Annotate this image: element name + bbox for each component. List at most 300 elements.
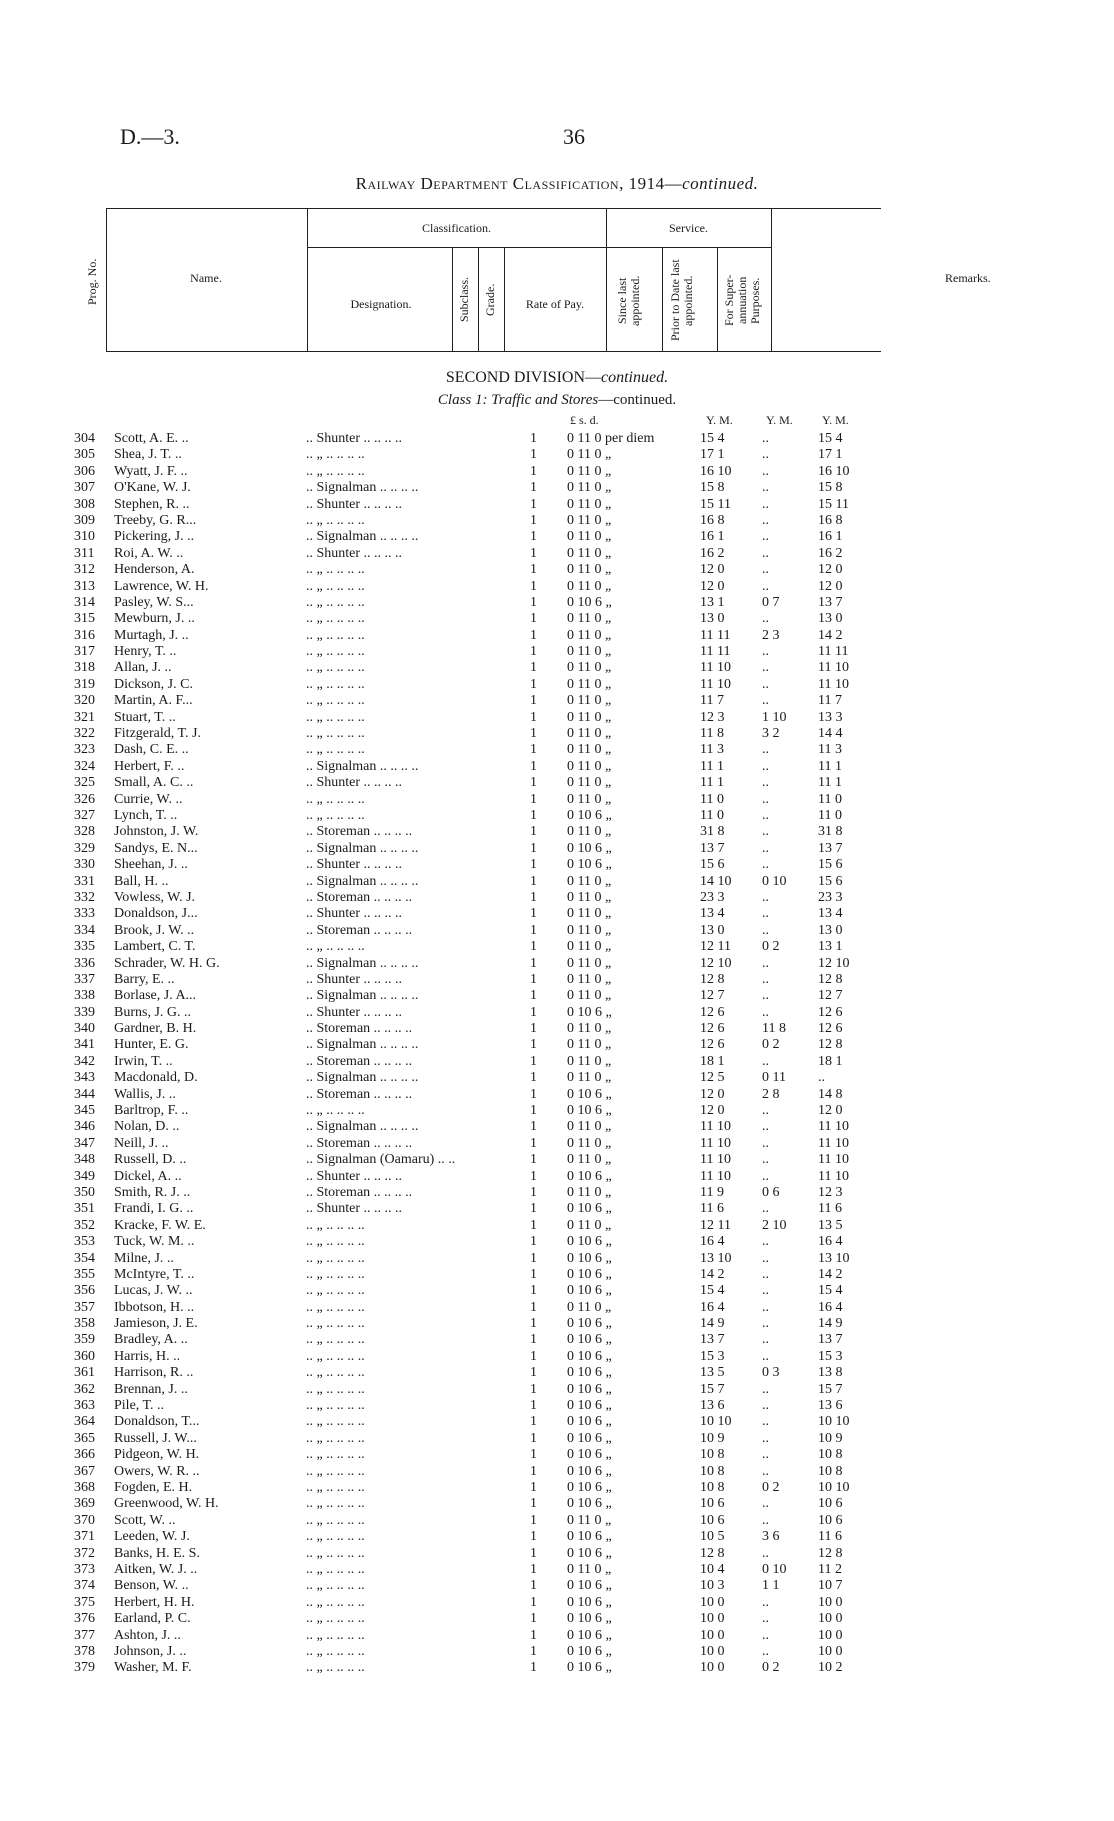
name-cell: Macdonald, D.: [114, 1070, 198, 1086]
table-row: [0, 1283, 1114, 1299]
grade-cell: 1: [530, 775, 537, 791]
rate-of-pay-cell: 0 10 6 „: [567, 1529, 612, 1545]
name-cell: Dickel, A. ..: [114, 1168, 182, 1184]
prior-cell: 11 8: [762, 1021, 786, 1037]
table-row: [0, 1496, 1114, 1512]
designation-cell: .. „ .. .. .. ..: [306, 1316, 365, 1332]
since-last-cell: 10 3: [700, 1578, 725, 1594]
designation-cell: .. Storeman .. .. .. ..: [306, 889, 413, 905]
grade-cell: 1: [530, 1660, 537, 1676]
rate-of-pay-cell: 0 10 6 „: [567, 1332, 612, 1348]
rate-of-pay-cell: 0 10 6 „: [567, 807, 612, 823]
designation-cell: .. „ .. .. .. ..: [306, 1578, 365, 1594]
superannuation-cell: 11 10: [818, 1152, 849, 1168]
designation-cell: .. „ .. .. .. ..: [306, 512, 365, 528]
superannuation-cell: 14 9: [818, 1316, 843, 1332]
rate-of-pay-cell: 0 11 0 „: [567, 644, 612, 660]
page-title: [0, 174, 1114, 194]
name-cell: Scott, W. ..: [114, 1512, 176, 1528]
designation-cell: .. „ .. .. .. ..: [306, 1594, 365, 1610]
since-last-cell: 11 10: [700, 660, 731, 676]
rate-of-pay-cell: 0 10 6 „: [567, 1266, 612, 1282]
prior-cell: 0 11: [762, 1070, 786, 1086]
rate-of-pay-cell: 0 11 0 „: [567, 1037, 612, 1053]
since-last-cell: 12 0: [700, 1103, 725, 1119]
grade-cell: 1: [530, 1643, 537, 1659]
name-cell: Henderson, A.: [114, 562, 195, 578]
superannuation-cell: 10 0: [818, 1627, 843, 1643]
grade-cell: 1: [530, 1004, 537, 1020]
table-row: [0, 562, 1114, 578]
superannuation-cell: 12 6: [818, 1004, 843, 1020]
superannuation-cell: 16 2: [818, 545, 843, 561]
prior-cell: ..: [762, 824, 769, 840]
name-cell: Fogden, E. H.: [114, 1480, 193, 1495]
grade-cell: 1: [530, 1430, 537, 1446]
class-label: Class 1: Traffic and Stores: [437, 392, 599, 408]
table-row: [0, 1136, 1114, 1152]
grade-cell: 1: [530, 512, 537, 528]
table-row: [0, 1398, 1114, 1414]
superannuation-cell: 14 4: [818, 726, 843, 742]
since-last-cell: 13 0: [700, 922, 725, 938]
designation-cell: .. Shunter .. .. .. ..: [306, 496, 403, 512]
superannuation-cell: 13 6: [818, 1398, 843, 1414]
superannuation-cell: 16 4: [818, 1299, 843, 1315]
designation-cell: .. „ .. .. .. ..: [306, 1381, 365, 1397]
prog-no-cell: 379: [74, 1660, 95, 1676]
designation-cell: .. „ .. .. .. ..: [306, 726, 365, 742]
name-cell: Donaldson, T...: [114, 1414, 200, 1430]
since-last-cell: 10 8: [700, 1463, 725, 1479]
grade-cell: 1: [530, 611, 537, 627]
prog-no-cell: 308: [74, 496, 95, 512]
header-service: Service.: [669, 221, 708, 235]
table-row: [0, 628, 1114, 644]
prior-cell: 2 10: [762, 1217, 787, 1233]
grade-cell: 1: [530, 693, 537, 709]
designation-cell: .. „ .. .. .. ..: [306, 644, 365, 660]
since-last-cell: 15 7: [700, 1381, 725, 1397]
since-last-cell: 16 8: [700, 512, 725, 528]
section-title-main: SECOND DIVISION—: [445, 369, 601, 386]
table-row: [0, 693, 1114, 709]
table-row: [0, 1578, 1114, 1594]
name-cell: Lawrence, W. H.: [114, 578, 209, 594]
designation-cell: .. „ .. .. .. ..: [306, 939, 365, 955]
header-subclass: Subclass.: [457, 277, 471, 322]
grade-cell: 1: [530, 1529, 537, 1545]
designation-cell: .. „ .. .. .. ..: [306, 578, 365, 594]
since-last-cell: 18 1: [700, 1053, 725, 1069]
superannuation-cell: 11 7: [818, 693, 842, 709]
prog-no-cell: 307: [74, 480, 95, 496]
superannuation-cell: 15 7: [818, 1381, 843, 1397]
table-row: [0, 1054, 1114, 1070]
since-last-cell: 11 6: [700, 1201, 724, 1217]
rate-of-pay-cell: 0 10 6 „: [567, 1660, 612, 1676]
prior-cell: ..: [762, 955, 769, 971]
rate-of-pay-cell: 0 11 0 „: [567, 611, 612, 627]
superannuation-cell: 11 2: [818, 1561, 842, 1577]
name-cell: Harris, H. ..: [114, 1348, 181, 1364]
grade-cell: 1: [530, 660, 537, 676]
rate-of-pay-cell: 0 10 6 „: [567, 1414, 612, 1430]
superannuation-cell: 16 8: [818, 512, 843, 528]
superannuation-cell: 13 10: [818, 1250, 850, 1266]
table-row: [0, 1595, 1114, 1611]
table-row: [0, 710, 1114, 726]
prior-cell: 2 8: [762, 1086, 780, 1102]
prog-no-cell: 304: [74, 431, 95, 446]
prog-no-cell: 311: [74, 545, 95, 561]
rate-of-pay-cell: 0 11 0 „: [567, 709, 612, 725]
since-last-cell: 11 10: [700, 1168, 731, 1184]
grade-cell: 1: [530, 594, 537, 610]
rate-of-pay-cell: 0 11 0 „: [567, 529, 612, 545]
superannuation-cell: 13 7: [818, 594, 843, 610]
since-last-cell: 14 10: [700, 873, 732, 889]
section-title-continued: continued.: [601, 369, 669, 386]
prior-cell: ..: [762, 1545, 769, 1561]
prior-cell: ..: [762, 693, 769, 709]
prog-no-cell: 374: [74, 1578, 95, 1594]
prog-no-cell: 305: [74, 447, 95, 463]
superannuation-cell: 17 1: [818, 447, 843, 463]
name-cell: Ashton, J. ..: [114, 1627, 181, 1643]
prior-cell: ..: [762, 496, 769, 512]
name-cell: Ibbotson, H. ..: [114, 1299, 195, 1315]
superannuation-cell: 11 10: [818, 676, 849, 692]
designation-cell: .. Signalman (Oamaru) .. ..: [306, 1152, 456, 1168]
designation-cell: .. „ .. .. .. ..: [306, 562, 365, 578]
table-row: [0, 1628, 1114, 1644]
since-last-cell: 10 10: [700, 1414, 732, 1430]
superannuation-cell: 13 7: [818, 1332, 843, 1348]
rate-of-pay-cell: 0 11 0 „: [567, 660, 612, 676]
designation-cell: .. „ .. .. .. ..: [306, 447, 365, 463]
since-last-cell: 31 8: [700, 824, 725, 840]
superannuation-cell: 13 7: [818, 840, 843, 856]
designation-cell: .. „ .. .. .. ..: [306, 1348, 365, 1364]
prior-cell: ..: [762, 463, 769, 479]
name-cell: Schrader, W. H. G.: [114, 955, 220, 971]
grade-cell: 1: [530, 1512, 537, 1528]
prior-cell: ..: [762, 1053, 769, 1069]
header-rule: [307, 247, 771, 248]
prog-no-cell: 333: [74, 906, 95, 922]
rate-of-pay-cell: 0 11 0 „: [567, 775, 612, 791]
designation-cell: .. „ .. .. .. ..: [306, 1627, 365, 1643]
prog-no-cell: 323: [74, 742, 95, 758]
grade-cell: 1: [530, 1266, 537, 1282]
unit-since: Y. M.: [706, 413, 733, 427]
prog-no-cell: 331: [74, 873, 95, 889]
rate-of-pay-cell: 0 11 0 per diem: [567, 431, 655, 446]
prog-no-cell: 367: [74, 1463, 95, 1479]
rate-of-pay-cell: 0 10 6 „: [567, 857, 612, 873]
superannuation-cell: 11 6: [818, 1529, 842, 1545]
designation-cell: .. „ .. .. .. ..: [306, 1480, 365, 1495]
name-cell: Washer, M. F.: [114, 1660, 192, 1676]
prior-cell: ..: [762, 1316, 769, 1332]
name-cell: Benson, W. ..: [114, 1578, 189, 1594]
name-cell: Sandys, E. N...: [114, 840, 198, 856]
table-row: [0, 480, 1114, 496]
prog-no-cell: 370: [74, 1512, 95, 1528]
superannuation-cell: 15 8: [818, 480, 843, 496]
header-rule: [478, 247, 479, 351]
unit-super: Y. M.: [822, 413, 849, 427]
designation-cell: .. „ .. .. .. ..: [306, 1561, 365, 1577]
rate-of-pay-cell: 0 11 0 „: [567, 1119, 612, 1135]
table-row: [0, 775, 1114, 791]
table-row: [0, 1447, 1114, 1463]
name-cell: Banks, H. E. S.: [114, 1545, 200, 1561]
name-cell: Kracke, F. W. E.: [114, 1217, 206, 1233]
superannuation-cell: 16 10: [818, 463, 850, 479]
rate-of-pay-cell: 0 11 0 „: [567, 496, 612, 512]
name-cell: Neill, J. ..: [114, 1135, 169, 1151]
name-cell: Lambert, C. T.: [114, 939, 196, 955]
prog-no-cell: 347: [74, 1135, 95, 1151]
table-row: [0, 841, 1114, 857]
rate-of-pay-cell: 0 10 6 „: [567, 1463, 612, 1479]
designation-cell: .. Storeman .. .. .. ..: [306, 1184, 413, 1200]
grade-cell: 1: [530, 791, 537, 807]
grade-cell: 1: [530, 742, 537, 758]
table-row: [0, 1021, 1114, 1037]
prior-cell: ..: [762, 1332, 769, 1348]
designation-cell: .. „ .. .. .. ..: [306, 1250, 365, 1266]
prog-no-cell: 320: [74, 693, 95, 709]
rate-of-pay-cell: 0 10 6 „: [567, 1611, 612, 1627]
prior-cell: 0 2: [762, 1480, 780, 1495]
name-cell: Nolan, D. ..: [114, 1119, 180, 1135]
rate-of-pay-cell: 0 10 6 „: [567, 1480, 612, 1495]
table-row: [0, 972, 1114, 988]
table-row: [0, 595, 1114, 611]
prog-no-cell: 357: [74, 1299, 95, 1315]
rate-of-pay-cell: 0 11 0 „: [567, 988, 612, 1004]
name-cell: Ball, H. ..: [114, 873, 169, 889]
header-prior-to-date: Prior to Date last appointed.: [668, 259, 695, 342]
prog-no-cell: 340: [74, 1021, 95, 1037]
name-cell: Johnston, J. W.: [114, 824, 199, 840]
table-row: [0, 923, 1114, 939]
grade-cell: 1: [530, 562, 537, 578]
since-last-cell: 15 4: [700, 1283, 725, 1299]
prog-no-cell: 314: [74, 594, 95, 610]
name-cell: Earland, P. C.: [114, 1611, 191, 1627]
rate-of-pay-cell: 0 11 0 „: [567, 562, 612, 578]
name-cell: Small, A. C. ..: [114, 775, 194, 791]
name-cell: Irwin, T. ..: [114, 1053, 173, 1069]
prior-cell: ..: [762, 742, 769, 758]
prior-cell: ..: [762, 1283, 769, 1299]
table-row: [0, 1546, 1114, 1562]
table-row: [0, 644, 1114, 660]
superannuation-cell: 12 6: [818, 1021, 843, 1037]
superannuation-cell: 11 10: [818, 1119, 849, 1135]
superannuation-cell: 12 0: [818, 1103, 843, 1119]
prog-no-cell: 327: [74, 807, 95, 823]
header-prog-no: Prog. No.: [85, 258, 99, 305]
name-cell: Wyatt, J. F. ..: [114, 463, 188, 479]
rate-of-pay-cell: 0 10 6 „: [567, 1234, 612, 1250]
table-row: [0, 906, 1114, 922]
header-grade: Grade.: [483, 283, 497, 316]
grade-cell: 1: [530, 726, 537, 742]
prog-no-cell: 366: [74, 1447, 95, 1463]
name-cell: Pickering, J. ..: [114, 529, 195, 545]
prior-cell: ..: [762, 1398, 769, 1414]
prior-cell: 3 6: [762, 1529, 780, 1545]
name-cell: Henry, T. ..: [114, 644, 177, 660]
prog-no-cell: 358: [74, 1316, 95, 1332]
since-last-cell: 11 11: [700, 644, 731, 660]
grade-cell: 1: [530, 758, 537, 774]
rate-of-pay-cell: 0 10 6 „: [567, 1348, 612, 1364]
table-row: [0, 1185, 1114, 1201]
prog-no-cell: 378: [74, 1643, 95, 1659]
superannuation-cell: 13 8: [818, 1365, 843, 1381]
prog-no-cell: 342: [74, 1053, 95, 1069]
prog-no-cell: 306: [74, 463, 95, 479]
grade-cell: 1: [530, 857, 537, 873]
name-cell: Lynch, T. ..: [114, 807, 178, 823]
table-row: [0, 1037, 1114, 1053]
since-last-cell: 12 0: [700, 562, 725, 578]
rate-of-pay-cell: 0 11 0 „: [567, 971, 612, 987]
unit-prior: Y. M.: [766, 413, 793, 427]
prior-cell: ..: [762, 988, 769, 1004]
since-last-cell: 15 6: [700, 857, 725, 873]
unit-pay: £ s. d.: [570, 413, 599, 427]
subsection-title: [0, 392, 1114, 409]
grade-cell: 1: [530, 1594, 537, 1610]
prog-no-cell: 344: [74, 1086, 95, 1102]
table-row: [0, 1480, 1114, 1496]
prior-cell: ..: [762, 807, 769, 823]
prior-cell: ..: [762, 1168, 769, 1184]
designation-cell: .. Shunter .. .. .. ..: [306, 906, 403, 922]
name-cell: Burns, J. G. ..: [114, 1004, 192, 1020]
grade-cell: 1: [530, 1463, 537, 1479]
name-cell: Gardner, B. H.: [114, 1021, 197, 1037]
rate-of-pay-cell: 0 10 6 „: [567, 1086, 612, 1102]
name-cell: Scott, A. E. ..: [114, 431, 189, 446]
prog-no-cell: 373: [74, 1561, 95, 1577]
name-cell: Dash, C. E. ..: [114, 742, 189, 758]
superannuation-cell: 10 2: [818, 1660, 843, 1676]
prog-no-cell: 364: [74, 1414, 95, 1430]
table-row: [0, 874, 1114, 890]
rate-of-pay-cell: 0 11 0 „: [567, 1053, 612, 1069]
since-last-cell: 10 5: [700, 1529, 725, 1545]
prior-cell: 0 3: [762, 1365, 780, 1381]
since-last-cell: 10 0: [700, 1643, 725, 1659]
grade-cell: 1: [530, 1152, 537, 1168]
prog-no-cell: 353: [74, 1234, 95, 1250]
since-last-cell: 14 9: [700, 1316, 725, 1332]
designation-cell: .. „ .. .. .. ..: [306, 676, 365, 692]
designation-cell: .. „ .. .. .. ..: [306, 1643, 365, 1659]
designation-cell: .. „ .. .. .. ..: [306, 693, 365, 709]
table-row: [0, 464, 1114, 480]
grade-cell: 1: [530, 1119, 537, 1135]
grade-cell: 1: [530, 1037, 537, 1053]
table-row: [0, 431, 1114, 447]
table-row: [0, 1529, 1114, 1545]
superannuation-cell: 11 10: [818, 1168, 849, 1184]
grade-cell: 1: [530, 676, 537, 692]
rate-of-pay-cell: 0 10 6 „: [567, 1365, 612, 1381]
header-since-last: Since last appointed.: [615, 275, 642, 326]
header-rule: [452, 247, 453, 351]
designation-cell: .. Storeman .. .. .. ..: [306, 1086, 413, 1102]
superannuation-cell: 13 0: [818, 922, 843, 938]
superannuation-cell: 10 9: [818, 1430, 843, 1446]
name-cell: Hunter, E. G.: [114, 1037, 189, 1053]
grade-cell: 1: [530, 873, 537, 889]
prog-no-cell: 365: [74, 1430, 95, 1446]
since-last-cell: 12 0: [700, 1086, 725, 1102]
prior-cell: ..: [762, 1135, 769, 1151]
prog-no-cell: 321: [74, 709, 95, 725]
grade-cell: 1: [530, 1561, 537, 1577]
since-last-cell: 11 10: [700, 676, 731, 692]
name-cell: Vowless, W. J.: [114, 889, 196, 905]
prior-cell: ..: [762, 562, 769, 578]
since-last-cell: 11 3: [700, 742, 724, 758]
rate-of-pay-cell: 0 10 6 „: [567, 1578, 612, 1594]
grade-cell: 1: [530, 1398, 537, 1414]
prog-no-cell: 349: [74, 1168, 95, 1184]
prog-no-cell: 336: [74, 955, 95, 971]
since-last-cell: 11 1: [700, 775, 724, 791]
rate-of-pay-cell: 0 10 6 „: [567, 1250, 612, 1266]
header-rule: [662, 247, 663, 351]
designation-cell: .. Signalman .. .. .. ..: [306, 955, 419, 971]
name-cell: Herbert, F. ..: [114, 758, 185, 774]
designation-cell: .. Signalman .. .. .. ..: [306, 840, 419, 856]
superannuation-cell: 13 4: [818, 906, 843, 922]
table-row: [0, 579, 1114, 595]
prior-cell: ..: [762, 1266, 769, 1282]
name-cell: Currie, W. ..: [114, 791, 183, 807]
name-cell: Dickson, J. C.: [114, 676, 193, 692]
since-last-cell: 10 8: [700, 1447, 725, 1463]
grade-cell: 1: [530, 807, 537, 823]
name-cell: Donaldson, J...: [114, 906, 198, 922]
table-row: [0, 1414, 1114, 1430]
prior-cell: ..: [762, 1512, 769, 1528]
designation-cell: .. Signalman .. .. .. ..: [306, 1070, 419, 1086]
designation-cell: .. „ .. .. .. ..: [306, 742, 365, 758]
rate-of-pay-cell: 0 11 0 „: [567, 726, 612, 742]
prior-cell: ..: [762, 1234, 769, 1250]
since-last-cell: 12 11: [700, 939, 731, 955]
prog-no-cell: 324: [74, 758, 95, 774]
header-designation: Designation.: [350, 297, 412, 311]
name-cell: Allan, J. ..: [114, 660, 172, 676]
designation-cell: .. „ .. .. .. ..: [306, 463, 365, 479]
designation-cell: .. „ .. .. .. ..: [306, 1332, 365, 1348]
prog-no-cell: 338: [74, 988, 95, 1004]
prog-no-cell: 352: [74, 1217, 95, 1233]
prog-no-cell: 346: [74, 1119, 95, 1135]
